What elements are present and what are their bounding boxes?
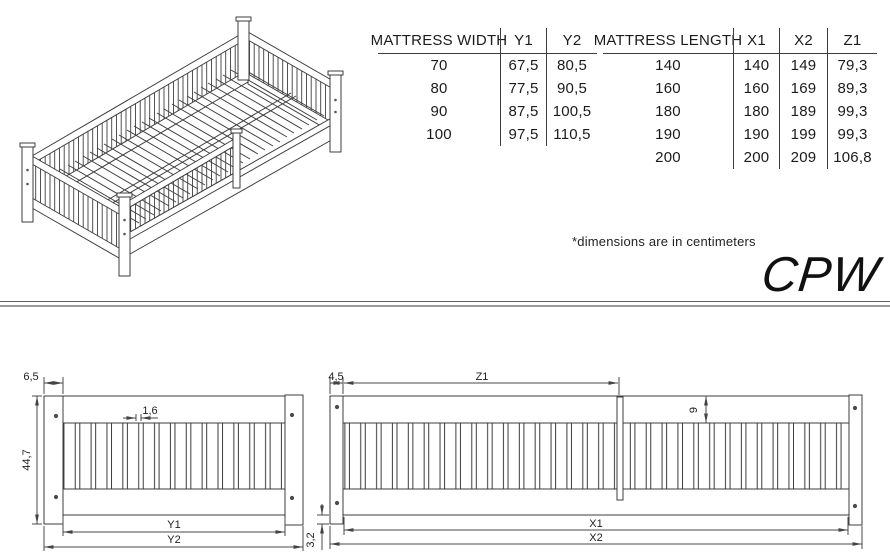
length-table-col-z1: Z1 bbox=[827, 28, 877, 54]
side-slats bbox=[63, 423, 285, 489]
table-cell: 140 bbox=[655, 57, 681, 74]
side-left-post bbox=[44, 396, 63, 524]
dim-x1: X1 bbox=[589, 518, 603, 530]
table-cell: 90,5 bbox=[546, 77, 597, 100]
length-table-title: MATTRESS LENGTH bbox=[603, 28, 733, 54]
bed-isometric-drawing bbox=[5, 8, 365, 293]
width-table-title: MATTRESS WIDTH bbox=[378, 28, 500, 54]
dim-height: 44,7 bbox=[21, 449, 33, 471]
table-cell: 77,5 bbox=[500, 77, 546, 100]
table-cell: 89,3 bbox=[827, 77, 877, 100]
dim-y1: Y1 bbox=[167, 519, 181, 531]
table-cell: 149 bbox=[779, 54, 827, 77]
dim-x2: X2 bbox=[589, 532, 603, 544]
table-cell: 200 bbox=[655, 149, 681, 166]
elevation-views bbox=[0, 320, 890, 560]
dim-z1: Z1 bbox=[475, 371, 489, 383]
front-view-drawing bbox=[305, 371, 862, 550]
table-cell: 189 bbox=[779, 100, 827, 123]
table-cell: 180 bbox=[655, 103, 681, 120]
table-cell: 99,3 bbox=[827, 123, 877, 146]
side-top-rail bbox=[63, 396, 285, 423]
side-bottom-rail bbox=[63, 489, 285, 515]
table-cell: 87,5 bbox=[500, 100, 546, 123]
side-view-drawing bbox=[21, 371, 303, 551]
table-cell: 180 bbox=[733, 100, 779, 123]
table-cell: 140 bbox=[733, 54, 779, 77]
table-cell: 79,3 bbox=[827, 54, 877, 77]
table-cell: 190 bbox=[733, 123, 779, 146]
dim-post-width: 6,5 bbox=[23, 371, 39, 383]
table-cell: 90 bbox=[430, 103, 448, 120]
table-cell: 67,5 bbox=[500, 54, 546, 77]
table-cell: 200 bbox=[733, 146, 779, 169]
table-cell: 80 bbox=[430, 80, 448, 97]
table-cell: 99,3 bbox=[827, 100, 877, 123]
table-cell: 199 bbox=[779, 123, 827, 146]
mattress-length-table bbox=[593, 28, 877, 169]
front-slats bbox=[343, 423, 849, 489]
table-cell: 160 bbox=[733, 77, 779, 100]
dim-post-width: 4,5 bbox=[328, 371, 344, 383]
front-bottom-rail bbox=[343, 489, 849, 515]
table-cell: 97,5 bbox=[500, 123, 546, 146]
table-cell: 209 bbox=[779, 146, 827, 169]
dim-y2: Y2 bbox=[167, 534, 181, 546]
table-cell: 100,5 bbox=[546, 100, 597, 123]
width-table-col-y1: Y1 bbox=[500, 28, 546, 54]
table-cell: 190 bbox=[655, 126, 681, 143]
table-cell: 80,5 bbox=[546, 54, 597, 77]
head-rail bbox=[248, 32, 335, 134]
length-table-col-x1: X1 bbox=[733, 28, 779, 54]
width-table-col-y2: Y2 bbox=[546, 28, 597, 54]
brand-logo: CPW bbox=[759, 248, 883, 302]
mattress-width-table bbox=[370, 28, 597, 146]
dim-slat-gap: 1,6 bbox=[142, 405, 158, 417]
guard-divider-post bbox=[231, 129, 242, 188]
front-divider-bar bbox=[617, 397, 623, 500]
section-divider bbox=[0, 301, 890, 307]
length-table-col-x2: X2 bbox=[779, 28, 827, 54]
table-cell: 110,5 bbox=[546, 123, 597, 146]
table-cell: 160 bbox=[655, 80, 681, 97]
table-cell: 106,8 bbox=[827, 146, 877, 169]
units-note: *dimensions are in centimeters bbox=[572, 234, 756, 249]
table-cell: 70 bbox=[430, 57, 448, 74]
dim-bottom-offset: 3,2 bbox=[305, 532, 317, 548]
dim-rail-height: 9 bbox=[688, 406, 700, 414]
table-cell: 100 bbox=[426, 126, 452, 143]
table-cell: 169 bbox=[779, 77, 827, 100]
front-top-rail bbox=[343, 396, 849, 423]
